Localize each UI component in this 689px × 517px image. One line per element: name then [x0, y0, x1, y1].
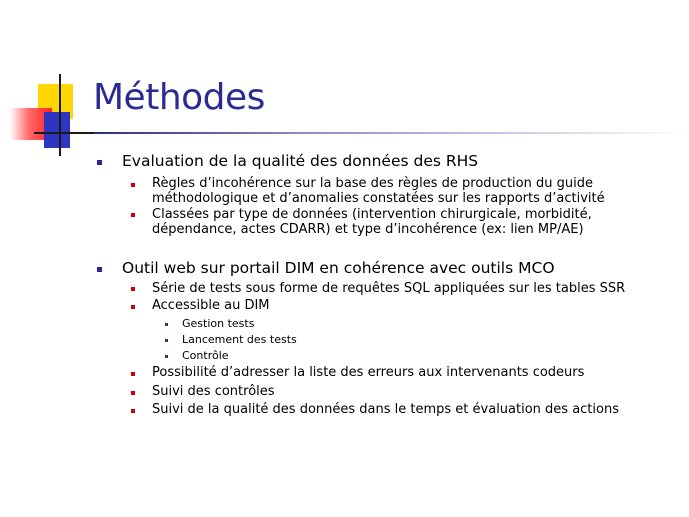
section-1-item-2-line-2: dépendance, actes CDARR) et type d’incohérence (ex: lien MP/AE) [152, 222, 584, 237]
section-2-subitem-1: Gestion tests [182, 317, 255, 330]
bullet-icon [165, 323, 168, 326]
bullet-icon [97, 160, 102, 165]
section-1-heading: Evaluation de la qualité des données des RHS [122, 152, 479, 170]
bullet-icon [131, 372, 135, 376]
bullet-icon [165, 355, 168, 358]
bullet-icon [165, 339, 168, 342]
section-1-item-2-line-1: Classées par type de données (intervention chirurgicale, morbidité, [152, 207, 592, 222]
section-1-item-1-line-2: méthodologique et d’anomalies constatées sur les rapports d’activité [152, 191, 605, 206]
bullet-icon [97, 267, 102, 272]
section-2-item-4: Suivi des contrôles [152, 384, 275, 399]
vertical-line [59, 74, 61, 156]
section-2-item-1: Série de tests sous forme de requêtes SQL appliquées sur les tables SSR [152, 281, 626, 296]
section-2-item-2: Accessible au DIM [152, 298, 270, 313]
bullet-icon [131, 213, 135, 217]
blue-square [44, 112, 70, 148]
bullet-icon [131, 183, 135, 187]
section-2-item-5: Suivi de la qualité des données dans le temps et évaluation des actions [152, 402, 619, 417]
bullet-icon [131, 305, 135, 309]
bullet-icon [131, 287, 135, 291]
section-2-item-3: Possibilité d’adresser la liste des erreurs aux intervenants codeurs [152, 365, 585, 380]
horizontal-line [34, 132, 94, 134]
section-2-subitem-3: Contrôle [182, 349, 229, 362]
title-underline [94, 132, 689, 134]
slide-title: Méthodes [93, 77, 265, 118]
section-2-heading: Outil web sur portail DIM en cohérence avec outils MCO [122, 259, 555, 277]
bullet-icon [131, 409, 135, 413]
section-1-item-1-line-1: Règles d’incohérence sur la base des règles de production du guide [152, 176, 593, 191]
bullet-icon [131, 391, 135, 395]
section-2-subitem-2: Lancement des tests [182, 333, 297, 346]
